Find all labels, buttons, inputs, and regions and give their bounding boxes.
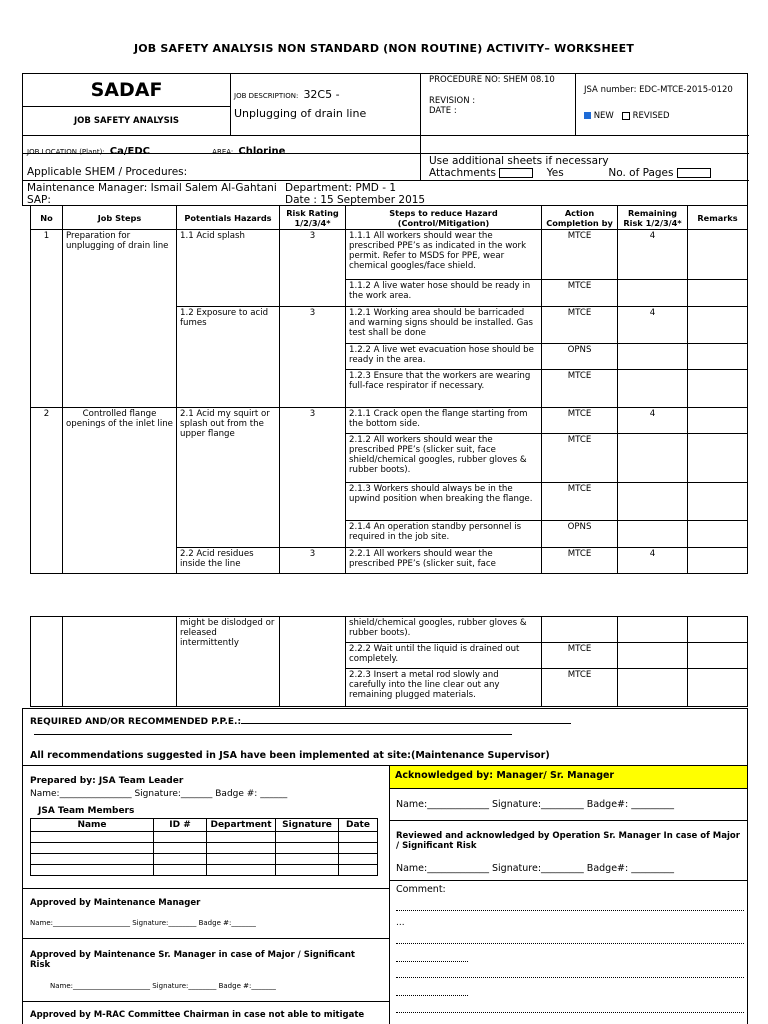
row-remaining — [618, 521, 688, 548]
row-remaining — [618, 370, 688, 408]
team-row[interactable] — [31, 843, 378, 854]
row-control: 1.2.2 A live wet evacuation hose should be ready in the area. — [346, 344, 542, 370]
row-control: 1.1.2 A live water hose should be ready in the work area. — [346, 280, 542, 307]
row-control: 2.1.4 An operation standby personnel is required in the job site. — [346, 521, 542, 548]
row-control: 2.2.3 Insert a metal rod slowly and carefully into the line clear out any remaining plugged materials. — [346, 669, 542, 707]
row-hazard: 2.1 Acid my squirt or splash out from the upper flange — [177, 408, 280, 548]
row-control: 1.1.1 All workers should wear the prescribed PPE’s as indicated in the work permit. Refer to MSDS for PPE, wear chemical googles/face shield. — [346, 230, 542, 280]
row-by: MTCE — [542, 643, 618, 669]
row-remarks[interactable] — [688, 617, 748, 643]
row-hazard: 2.2 Acid residues inside the line — [177, 548, 280, 574]
hazard-table-continued — [30, 616, 748, 707]
attachments-label: Attachments — [429, 167, 497, 179]
th-hazards: Potentials Hazards — [177, 206, 280, 230]
row-hazard: might be dislodged or released intermittently — [177, 617, 280, 707]
area: Chlorine — [238, 146, 286, 157]
row-by — [542, 617, 618, 643]
job-location-label: JOB LOCATION (Plant): — [27, 148, 105, 156]
row-control: 2.1.3 Workers should always be in the upwind position when breaking the flange. — [346, 483, 542, 521]
row-control: 2.2.1 All workers should wear the prescribed PPE’s (slicker suit, face — [346, 548, 542, 574]
row-remaining: 4 — [618, 408, 688, 434]
row-no — [31, 617, 63, 707]
row-by: MTCE — [542, 669, 618, 707]
row-no: 1 — [31, 230, 63, 408]
job-location: Ca/EDC — [109, 146, 150, 157]
row-by: MTCE — [542, 370, 618, 408]
comment-label: Comment: — [396, 884, 446, 895]
date-field: DATE : — [429, 106, 457, 116]
job-desc-text: Unplugging of drain line — [234, 107, 367, 120]
doc-title: JOB SAFETY ANALYSIS NON STANDARD (NON ROUTINE) ACTIVITY– WORKSHEET — [133, 42, 635, 55]
team-th-dept: Department — [207, 819, 276, 832]
row-by: MTCE — [542, 307, 618, 344]
row-control: shield/chemical googles, rubber gloves & rubber boots). — [346, 617, 542, 643]
row-remaining — [618, 669, 688, 707]
row-remaining: 4 — [618, 548, 688, 574]
row-control: 1.2.1 Working area should be barricaded and warning signs should be installed. Gas test shall be done — [346, 307, 542, 344]
row-control: 1.2.3 Ensure that the workers are wearing full-face respirator if necessary. — [346, 370, 542, 408]
no-of-pages-label: No. of Pages — [608, 167, 674, 179]
revised-label: REVISED — [632, 111, 670, 121]
row-remaining — [618, 617, 688, 643]
team-th-signature: Signature — [276, 819, 339, 832]
doc-date: Date : 15 September 2015 — [285, 194, 426, 206]
row-remaining: 4 — [618, 307, 688, 344]
row-by: MTCE — [542, 483, 618, 521]
department: Department: PMD - 1 — [285, 182, 397, 194]
th-steps-reduce: Steps to reduce Hazard (Control/Mitigation) — [346, 206, 542, 230]
th-action-by: Action Completion by — [542, 206, 618, 230]
applicable-shem: Applicable SHEM / Procedures: — [27, 166, 188, 178]
reviewed-line[interactable]: Name:_____________ Signature:_________ Badge#: _________ — [396, 863, 674, 874]
approved-mrac-label: Approved by M-RAC Committee Chairman in case not able to mitigate — [30, 1010, 365, 1020]
row-control: 2.1.2 All workers should wear the prescribed PPE’s (slicker suit, face shield/chemical googles, rubber gloves & rubber boots). — [346, 434, 542, 483]
row-hazard: 1.1 Acid splash — [177, 230, 280, 307]
row-by: MTCE — [542, 230, 618, 280]
row-risk — [280, 617, 346, 707]
row-by: OPNS — [542, 521, 618, 548]
sap: SAP: — [27, 194, 51, 206]
ppe-line[interactable] — [241, 714, 571, 724]
team-row[interactable] — [31, 865, 378, 876]
ack-line[interactable]: Name:_____________ Signature:_________ Badge#: _________ — [396, 799, 674, 810]
th-risk: Risk Rating 1/2/3/4* — [280, 206, 346, 230]
page-break — [0, 577, 768, 615]
row-by: MTCE — [542, 548, 618, 574]
pages-box[interactable] — [677, 168, 711, 178]
row-by: MTCE — [542, 434, 618, 483]
yes-label: Yes — [546, 167, 564, 179]
row-remaining — [618, 434, 688, 483]
implemented-label: All recommendations suggested in JSA have been implemented at site:(Maintenance Supervisor) — [30, 750, 550, 761]
row-remaining — [618, 483, 688, 521]
team-row[interactable] — [31, 832, 378, 843]
team-row[interactable] — [31, 854, 378, 865]
row-remarks[interactable] — [688, 280, 748, 307]
ack-label: Acknowledged by: Manager/ Sr. Manager — [390, 766, 747, 789]
new-checkbox[interactable] — [584, 112, 591, 119]
table-row — [31, 408, 748, 434]
row-control: 2.2.2 Wait until the liquid is drained out completely. — [346, 643, 542, 669]
ppe-label-text: REQUIRED AND/OR RECOMMENDED P.P.E.: — [30, 717, 242, 727]
row-remaining: 4 — [618, 230, 688, 280]
row-remarks[interactable] — [688, 434, 748, 483]
prepared-label: Prepared by: JSA Team Leader — [30, 776, 184, 786]
row-remarks[interactable] — [688, 307, 748, 344]
row-remaining — [618, 280, 688, 307]
row-by: MTCE — [542, 280, 618, 307]
approved-mm-line[interactable]: Name:______________________ Signature:________ Badge #:_______ — [30, 919, 256, 927]
prepared-line[interactable]: Name:________________ Signature:_______ Badge #: ______ — [30, 789, 288, 799]
revised-checkbox[interactable] — [622, 112, 630, 120]
hazard-table — [30, 205, 748, 574]
th-remaining-risk: Remaining Risk 1/2/3/4* — [618, 206, 688, 230]
job-desc-code: 32C5 - — [303, 88, 340, 101]
row-remarks[interactable] — [688, 230, 748, 280]
table-row — [31, 617, 748, 643]
ppe-line-2[interactable] — [34, 734, 512, 735]
row-by: OPNS — [542, 344, 618, 370]
revision: REVISION : — [429, 96, 476, 106]
approved-msm-label: Approved by Maintenance Sr. Manager in case of Major / Significant Risk — [30, 950, 355, 970]
approved-mm-label: Approved by Maintenance Manager — [30, 898, 201, 908]
row-remarks[interactable] — [688, 669, 748, 707]
row-remarks[interactable] — [688, 643, 748, 669]
row-remarks[interactable] — [688, 408, 748, 434]
row-by: MTCE — [542, 408, 618, 434]
ppe-label — [30, 714, 571, 727]
header-block — [22, 73, 748, 206]
team-th-name: Name — [31, 819, 154, 832]
team-members-label: JSA Team Members — [38, 806, 135, 816]
jsa-number: JSA number: EDC-MTCE-2015-0120 — [584, 85, 733, 95]
row-risk: 3 — [280, 230, 346, 307]
team-th-id: ID # — [154, 819, 207, 832]
row-hazard: 1.2 Exposure to acid fumes — [177, 307, 280, 408]
reviewed-label: Reviewed and acknowledged by Operation Sr. Manager In case of Major / Significant Risk — [396, 831, 740, 851]
row-remarks[interactable] — [688, 370, 748, 408]
maint-manager: Maintenance Manager: Ismail Salem Al-Gahtani — [27, 182, 277, 194]
team-th-date: Date — [339, 819, 378, 832]
row-remarks[interactable] — [688, 521, 748, 548]
table-row — [31, 230, 748, 280]
row-no: 2 — [31, 408, 63, 574]
row-risk: 3 — [280, 548, 346, 574]
row-remarks[interactable] — [688, 483, 748, 521]
company-name: SADAF — [90, 79, 163, 101]
row-step: Controlled flange openings of the inlet line — [63, 408, 177, 574]
row-remarks[interactable] — [688, 548, 748, 574]
row-control: 2.1.1 Crack open the flange starting from the bottom side. — [346, 408, 542, 434]
approved-msm-line[interactable]: Name:______________________ Signature:________ Badge #:_______ — [50, 982, 276, 990]
area-label: AREA: — [212, 148, 234, 156]
th-no: No — [31, 206, 63, 230]
new-label: NEW — [593, 111, 614, 121]
row-risk: 3 — [280, 307, 346, 408]
row-step: Preparation for unplugging of drain line — [63, 230, 177, 408]
jsa-label: JOB SAFETY ANALYSIS — [74, 116, 179, 126]
row-risk: 3 — [280, 408, 346, 548]
th-job-steps: Job Steps — [63, 206, 177, 230]
additional-sheets: Use additional sheets if necessary — [429, 155, 609, 167]
row-remaining — [618, 344, 688, 370]
team-table — [30, 818, 378, 876]
attachments-box[interactable] — [499, 168, 533, 178]
row-remarks[interactable] — [688, 344, 748, 370]
procedure-no: PROCEDURE NO: SHEM 08.10 — [429, 75, 555, 85]
row-remaining — [618, 643, 688, 669]
job-desc-label: JOB DESCRIPTION: — [234, 92, 299, 100]
th-remarks: Remarks — [688, 206, 748, 230]
row-step — [63, 617, 177, 707]
